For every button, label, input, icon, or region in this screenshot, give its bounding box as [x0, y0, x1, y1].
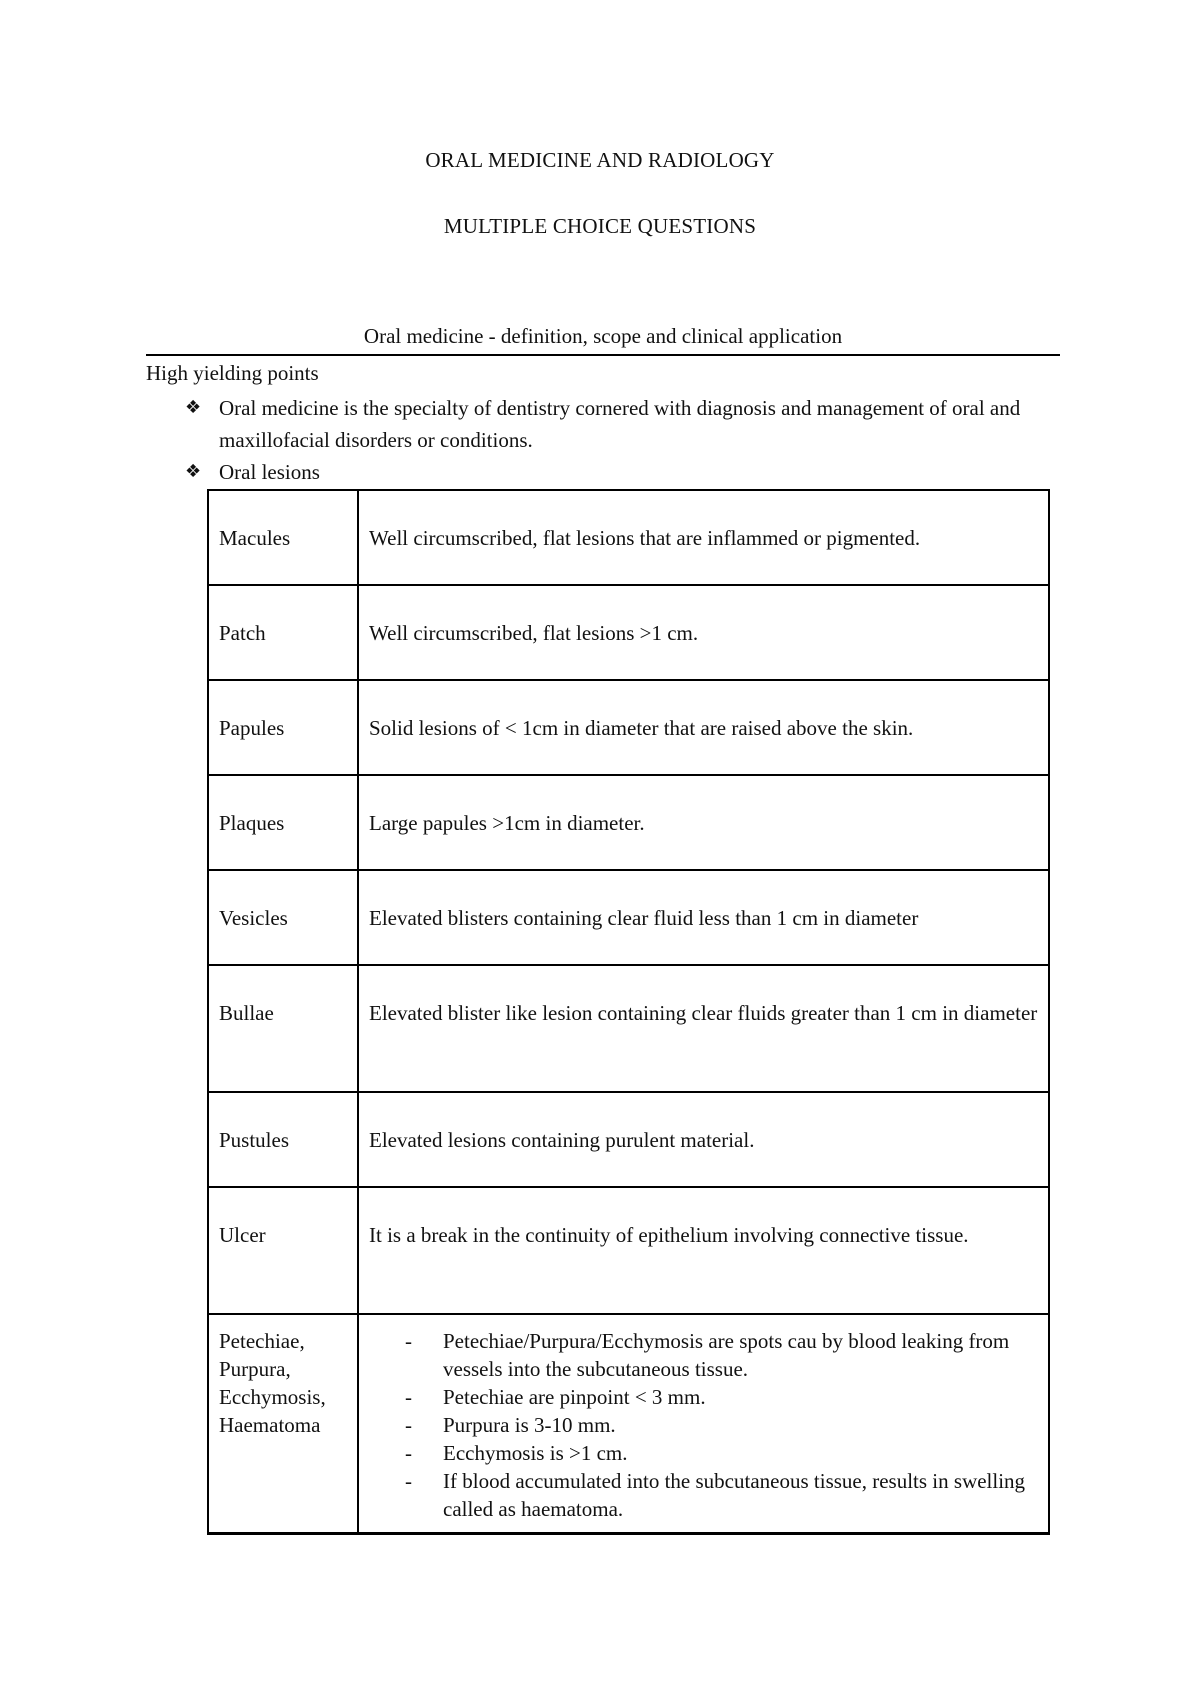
bullet-text: Oral medicine is the specialty of dentistry cornered with diagnosis and management of oral and maxillofacial disorders or conditions.	[219, 396, 1021, 452]
diamond-bullet-icon: ❖	[185, 461, 202, 482]
lesion-definition: Elevated blisters containing clear fluid less than 1 cm in diameter	[358, 870, 1049, 965]
bullet-item	[185, 456, 1079, 488]
lesion-definition: Well circumscribed, flat lesions that are inflammed or pigmented.	[358, 490, 1049, 585]
table-row	[208, 490, 1049, 585]
lesion-definition: Large papules >1cm in diameter.	[358, 775, 1049, 870]
definition-list	[369, 1327, 1038, 1523]
lesion-term: Bullae	[208, 965, 358, 1092]
document-subtitle: MULTIPLE CHOICE QUESTIONS	[443, 214, 757, 238]
lesion-term: Papules	[208, 680, 358, 775]
bullet-item	[185, 392, 1079, 456]
lesion-term: Ulcer	[208, 1187, 358, 1314]
list-item: - Purpura is 3-10 mm.	[405, 1411, 1038, 1439]
lesion-definition: Elevated lesions containing purulent material.	[358, 1092, 1049, 1187]
document-title: ORAL MEDICINE AND RADIOLOGY	[425, 148, 775, 172]
lesion-term: Patch	[208, 585, 358, 680]
term-line: Haematoma	[219, 1413, 321, 1437]
term-line: Ecchymosis,	[219, 1385, 326, 1409]
list-item: - Petechiae/Purpura/Ecchymosis are spots cau by blood leaking from vessels into the subcutaneous tissue.	[405, 1327, 1038, 1383]
oral-lesions-table	[207, 489, 1050, 1535]
bullet-text: Oral lesions	[219, 460, 320, 484]
lesion-definition: Solid lesions of < 1cm in diameter that are raised above the skin.	[358, 680, 1049, 775]
term-line: Purpura,	[219, 1357, 291, 1381]
lesion-term: Plaques	[208, 775, 358, 870]
lesion-term	[208, 1314, 358, 1533]
list-item: - Petechiae are pinpoint < 3 mm.	[405, 1383, 1038, 1411]
table-row	[208, 680, 1049, 775]
table-row	[208, 1187, 1049, 1314]
lesion-term: Macules	[208, 490, 358, 585]
lesion-definition: Well circumscribed, flat lesions >1 cm.	[358, 585, 1049, 680]
high-yield-label: High yielding points	[146, 361, 319, 385]
table-row	[208, 585, 1049, 680]
term-line: Petechiae,	[219, 1329, 305, 1353]
list-item: - Ecchymosis is >1 cm.	[405, 1439, 1038, 1467]
lesion-definition	[358, 1314, 1049, 1533]
lesion-term: Pustules	[208, 1092, 358, 1187]
table-row	[208, 775, 1049, 870]
lesion-definition: It is a break in the continuity of epithelium involving connective tissue.	[358, 1187, 1049, 1314]
lesion-definition: Elevated blister like lesion containing clear fluids greater than 1 cm in diameter	[358, 965, 1049, 1092]
table-row	[208, 1092, 1049, 1187]
section-heading: Oral medicine - definition, scope and clinical application	[146, 324, 1060, 356]
diamond-bullet-icon: ❖	[185, 397, 202, 418]
list-item: - If blood accumulated into the subcutaneous tissue, results in swelling called as haematoma.	[405, 1467, 1038, 1523]
table-row	[208, 1314, 1049, 1533]
table-row	[208, 965, 1049, 1092]
lesion-term: Vesicles	[208, 870, 358, 965]
table-row	[208, 870, 1049, 965]
